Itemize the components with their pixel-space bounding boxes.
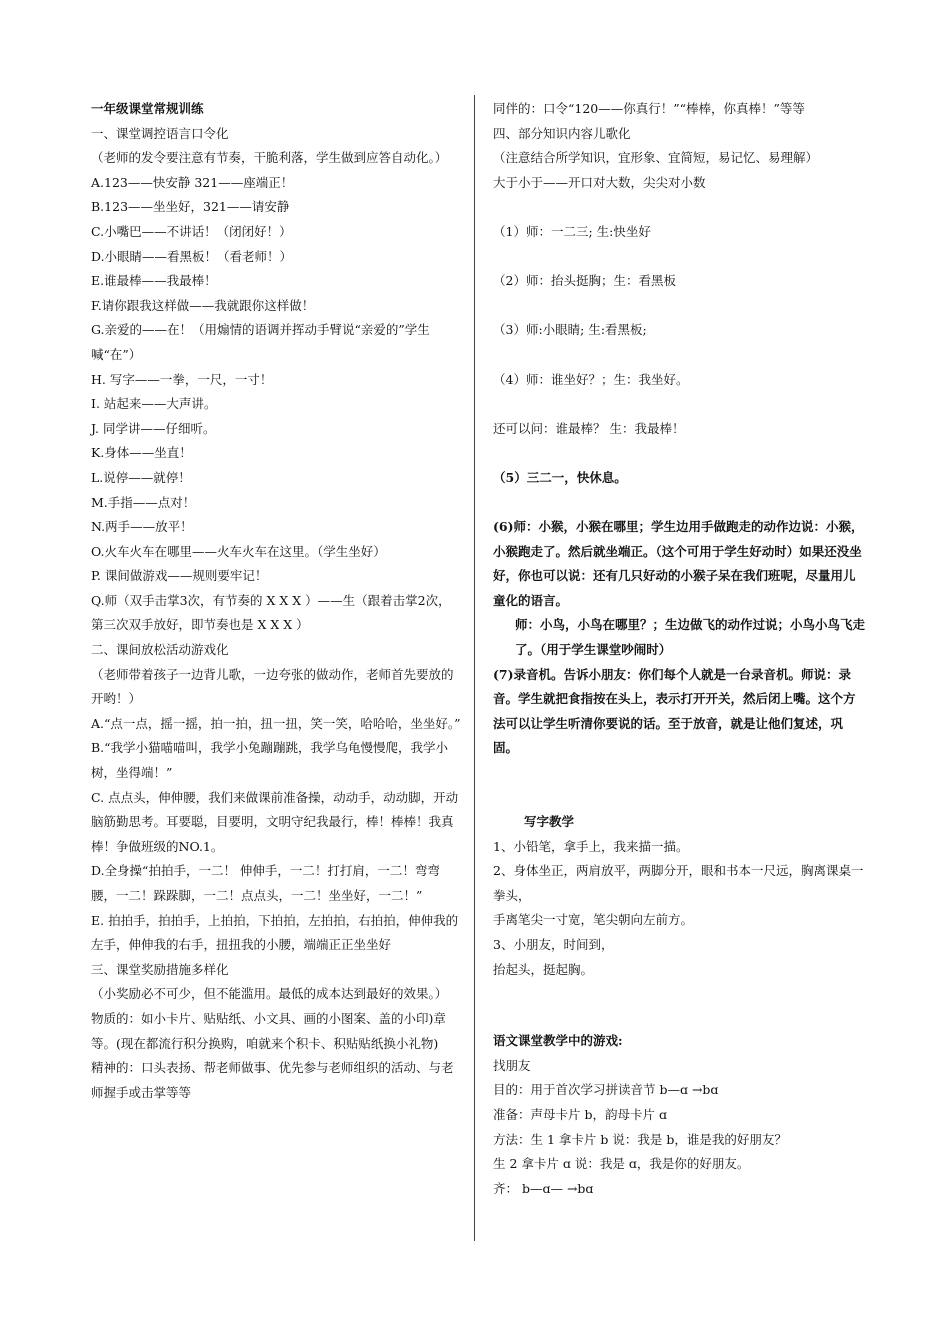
call-response-also: 还可以问：谁最棒？ 生：我最棒！ <box>493 420 685 436</box>
rhyme-item: D.全身操“拍拍手，一二！ 伸伸手，一二！打打肩，一二！弯弯腰，一二！跺跺脚，一二！点点头，一二！坐坐好，一二！” <box>91 863 440 903</box>
call-response-7: (7)录音机。告诉小朋友：你们每个人就是一台录音机。师说：录音。学生就把食指按在头上，表示打开开关，然后闭上嘴。这个方法可以让学生听清你要说的话。至于放音，就是让他们复述，巩固。 <box>493 666 856 756</box>
rhyme-item: E. 拍拍手，拍拍手，上拍拍，下拍拍，左拍拍，右拍拍，伸伸我的左手，伸伸我的右手，扭扭我的小腰，端端正正坐坐好 <box>91 912 459 953</box>
writing-line: 手离笔尖一寸宽，笔尖朝向左前方。 <box>493 912 694 928</box>
command-item: M.手指——点对！ <box>91 494 196 510</box>
rhyme-item: B.“我学小猫喵喵叫，我学小兔蹦蹦跳，我学乌龟慢慢爬，我学小树，坐得端！” <box>91 740 449 781</box>
call-response-2: （2）师：抬头挺胸；生：看黑板 <box>493 273 676 289</box>
command-item: I. 站起来——大声讲。 <box>91 396 217 412</box>
call-response-5: （5）三二一，快休息。 <box>493 469 627 485</box>
command-item: C.小嘴巴——不讲话！（闭闭好！） <box>91 223 292 239</box>
writing-line: 2、身体坐正，两肩放平，两脚分开，眼和书本一尺远，胸离课桌一拳头， <box>493 863 864 903</box>
command-item: J. 同学讲——仔细听。 <box>91 420 216 436</box>
command-item: A.123——快安静 321——座端正！ <box>91 174 294 190</box>
command-item: K.身体——坐直！ <box>91 445 192 461</box>
section-3-note: （小奖励必不可少，但不能滥用。最低的成本达到最好的效果。） <box>91 986 448 1002</box>
section-2-note: （老师带着孩子一边背儿歌，一边夸张的做动作，老师首先要放的开哟！） <box>91 666 454 707</box>
command-item: F.请你跟我这样做——我就跟你这样做！ <box>91 297 315 313</box>
peer-rewards: 同伴的：口令“120——你真行！”“棒棒，你真棒！”等等 <box>493 101 805 116</box>
call-response-1: （1）师：一二三; 生:快坐好 <box>493 223 651 239</box>
writing-line: 1、小铅笔，拿手上，我来描一描。 <box>493 838 689 854</box>
command-item: G.亲爱的——在！（用煽情的语调并挥动手臂说“亲爱的”学生喊“在”） <box>91 322 430 362</box>
bird-rhyme: 师：小鸟，小鸟在哪里？；生边做飞的动作过说；小鸟小鸟飞走了。（用于学生课堂吵闹时） <box>515 617 866 658</box>
section-4-note: （注意结合所学知识，宜形象、宜简短，易记忆、易理解） <box>493 150 819 166</box>
call-response-6: (6)师：小猴，小猴在哪里；学生边用手做跑走的动作边说：小猴，小猴跑走了。然后就坐端正。（这个可用于学生好动时）如果还没坐好，你也可以说：还有几只好动的小猴子呆在我们班呢，尽量用儿童化的语言。 <box>493 519 864 608</box>
game-line: 方法：生 1 拿卡片 b 说：我是 b，谁是我的好朋友？ <box>493 1131 787 1147</box>
section-2-heading: 二、课间放松活动游戏化 <box>91 642 229 658</box>
game-name: 找朋友 <box>493 1057 531 1073</box>
game-line: 准备：声母卡片 b，韵母卡片 ɑ <box>493 1106 667 1122</box>
section-4-heading: 四、部分知识内容儿歌化 <box>493 125 631 141</box>
command-item: O.火车火车在哪里——火车火车在这里。（学生坐好） <box>91 543 386 559</box>
section-3-heading: 三、课堂奖励措施多样化 <box>91 961 229 977</box>
left-column <box>91 97 463 1105</box>
command-item: B.123——坐坐好，321——请安静 <box>91 199 290 215</box>
call-response-4: （4）师：谁坐好？；生：我坐好。 <box>493 371 689 387</box>
game-line: 生 2 拿卡片 ɑ 说：我是 ɑ，我是你的好朋友。 <box>493 1156 750 1172</box>
game-line: 目的：用于首次学习拼读音节 b—ɑ →bɑ <box>493 1082 719 1098</box>
command-item: H. 写字——一拳，一尺，一寸！ <box>91 371 273 387</box>
command-item: P. 课间做游戏——规则要牢记！ <box>91 568 268 584</box>
section-1-note: （老师的发令要注意有节奏，干脆利落，学生做到应答自动化。） <box>91 150 448 166</box>
command-item: L.说停——就停！ <box>91 469 191 485</box>
rhyme-item: A.“点一点，摇一摇，拍一拍，扭一扭，笑一笑，哈哈哈，坐坐好。” <box>91 715 461 731</box>
rhyme-item: C. 点点头，伸伸腰，我们来做课前准备操，动动手，动动脚，开动脑筋勤思考。耳要聪，目要明，文明守纪我最行，棒！棒棒！我真棒！争做班级的NO.1。 <box>91 789 459 854</box>
command-item: Q.师（双手击掌3次，有节奏的 X X X ）——生（跟着击掌2次，第三次双手放好，即节奏也是 X X X ） <box>91 592 451 633</box>
command-item: E.谁最棒——我最棒！ <box>91 273 217 289</box>
writing-line: 3、小朋友，时间到， <box>493 937 614 952</box>
comparison-rhyme: 大于小于——开口对大数，尖尖对小数 <box>493 174 706 190</box>
section-1-heading: 一、课堂调控语言口令化 <box>91 125 229 141</box>
game-line: 齐： b—ɑ— →bɑ <box>493 1180 594 1196</box>
material-rewards: 物质的：如小卡片、贴贴纸、小文具、画的小图案、盖的小印)章等。(现在都流行积分换购，咱就来个积卡、积贴贴纸换小礼物) <box>91 1010 446 1051</box>
spiritual-rewards: 精神的：口头表扬、帮老师做事、优先参与老师组织的活动、与老师握手或击掌等等 <box>91 1060 454 1100</box>
command-item: D.小眼睛——看黑板！（看老师！） <box>91 248 293 264</box>
document-title: 一年级课堂常规训练 <box>91 101 204 116</box>
writing-line: 抬起头，挺起胸。 <box>493 961 594 977</box>
command-item: N.两手——放平！ <box>91 519 193 535</box>
column-divider <box>474 95 475 1241</box>
games-heading: 语文课堂教学中的游戏: <box>493 1033 623 1049</box>
call-response-3: （3）师:小眼睛; 生:看黑板; <box>493 322 647 338</box>
writing-heading: 写字教学 <box>524 814 575 830</box>
right-column <box>493 97 865 1201</box>
